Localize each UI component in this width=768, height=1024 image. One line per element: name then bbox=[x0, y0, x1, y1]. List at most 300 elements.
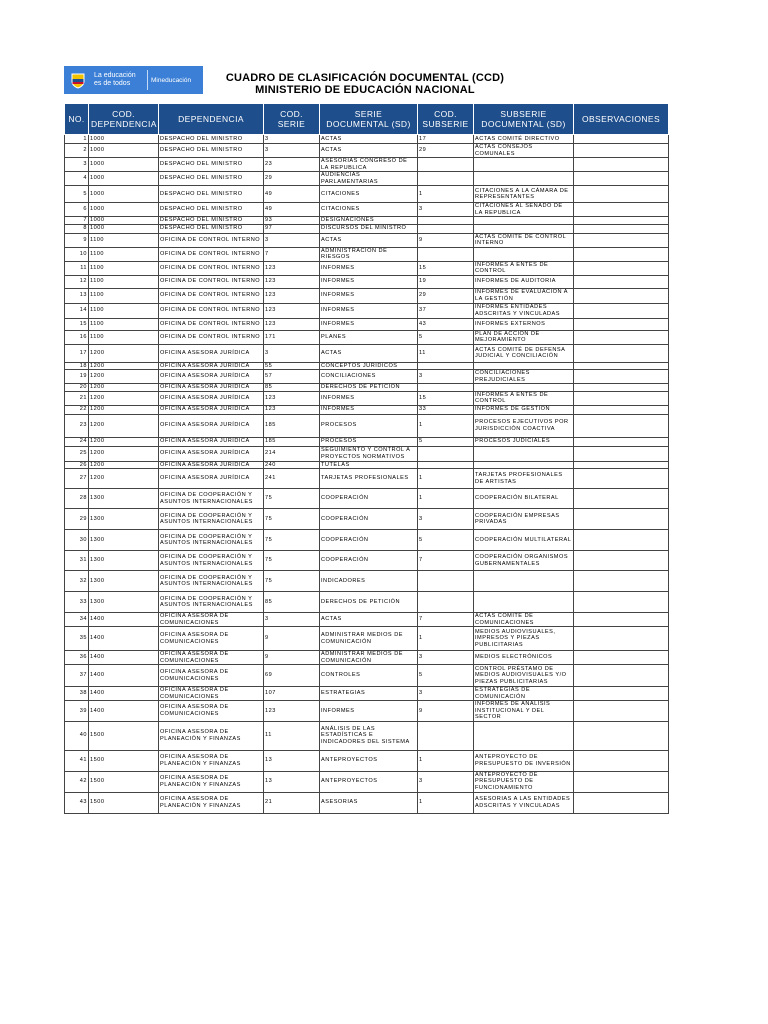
logo-divider bbox=[147, 70, 148, 90]
cell-serie: ACTAS bbox=[320, 613, 418, 627]
cell-dependencia: DESPACHO DEL MINISTRO bbox=[159, 224, 264, 233]
cell-no: 20 bbox=[65, 384, 89, 392]
cell-subserie bbox=[474, 247, 574, 261]
cell-dependencia: OFICINA ASESORA DE PLANEACIÓN Y FINANZAS bbox=[159, 771, 264, 792]
cell-cod-serie: 9 bbox=[264, 651, 320, 665]
cell-serie: SEGUIMIENTO Y CONTROL A PROYECTOS NORMATIVOS bbox=[320, 446, 418, 461]
cell-cod-subserie: 5 bbox=[418, 530, 474, 551]
table-header-row bbox=[65, 104, 669, 135]
cell-no: 28 bbox=[65, 489, 89, 509]
cell-cod-dependencia: 1000 bbox=[89, 172, 159, 186]
table-row bbox=[65, 144, 669, 158]
cell-subserie: CITACIONES A LA CÁMARA DE REPRESENTANTES bbox=[474, 186, 574, 203]
table-row bbox=[65, 592, 669, 613]
cell-serie: ACTAS bbox=[320, 135, 418, 144]
header-observaciones: OBSERVACIONES bbox=[574, 104, 669, 135]
table-row bbox=[65, 414, 669, 437]
cell-dependencia: OFICINA DE COOPERACIÓN Y ASUNTOS INTERNACIONALES bbox=[159, 530, 264, 551]
cell-cod-serie: 97 bbox=[264, 224, 320, 233]
cell-subserie: CITACIONES AL SENADO DE LA REPUBLICA bbox=[474, 203, 574, 217]
cell-serie: CITACIONES bbox=[320, 186, 418, 203]
cell-dependencia: OFICINA DE CONTROL INTERNO bbox=[159, 318, 264, 330]
cell-dependencia: OFICINA DE COOPERACIÓN Y ASUNTOS INTERNACIONALES bbox=[159, 551, 264, 571]
table-row bbox=[65, 687, 669, 701]
cell-no: 21 bbox=[65, 391, 89, 405]
cell-cod-serie: 3 bbox=[264, 344, 320, 362]
cell-cod-serie: 123 bbox=[264, 391, 320, 405]
cell-cod-subserie: 3 bbox=[418, 370, 474, 384]
cell-serie: DESIGNACIONES bbox=[320, 217, 418, 225]
cell-observaciones bbox=[574, 172, 669, 186]
cell-cod-serie: 13 bbox=[264, 771, 320, 792]
cell-serie: DERECHOS DE PETICIÓN bbox=[320, 384, 418, 392]
cell-observaciones bbox=[574, 530, 669, 551]
cell-cod-subserie bbox=[418, 446, 474, 461]
cell-no: 41 bbox=[65, 750, 89, 771]
cell-cod-subserie bbox=[418, 592, 474, 613]
header-no: NO. bbox=[65, 104, 89, 135]
cell-no: 31 bbox=[65, 551, 89, 571]
cell-cod-subserie: 19 bbox=[418, 275, 474, 288]
cell-serie: PROCESOS bbox=[320, 414, 418, 437]
cell-cod-dependencia: 1200 bbox=[89, 391, 159, 405]
cell-cod-serie: 3 bbox=[264, 135, 320, 144]
cell-serie: COOPERACIÓN bbox=[320, 551, 418, 571]
table-row bbox=[65, 551, 669, 571]
cell-cod-subserie: 1 bbox=[418, 750, 474, 771]
cell-dependencia: OFICINA ASESORA JURÍDICA bbox=[159, 370, 264, 384]
cell-subserie: COOPERACIÓN ORGANISMOS GUBERNAMENTALES bbox=[474, 551, 574, 571]
cell-cod-dependencia: 1200 bbox=[89, 405, 159, 414]
header-subserie-documental: SUBSERIE DOCUMENTAL (SD) bbox=[474, 104, 574, 135]
cell-cod-subserie: 3 bbox=[418, 203, 474, 217]
header-cod-serie: COD. SERIE bbox=[264, 104, 320, 135]
cell-dependencia: OFICINA DE CONTROL INTERNO bbox=[159, 288, 264, 303]
cell-observaciones bbox=[574, 651, 669, 665]
cell-dependencia: OFICINA ASESORA DE COMUNICACIONES bbox=[159, 627, 264, 651]
cell-cod-serie: 75 bbox=[264, 530, 320, 551]
cell-serie: ESTRATEGIAS bbox=[320, 687, 418, 701]
cell-dependencia: OFICINA ASESORA DE PLANEACIÓN Y FINANZAS bbox=[159, 721, 264, 750]
table-row bbox=[65, 461, 669, 469]
cell-no: 24 bbox=[65, 437, 89, 446]
cell-no: 2 bbox=[65, 144, 89, 158]
cell-serie: ADMINISTRACIÓN DE RIESGOS bbox=[320, 247, 418, 261]
cell-subserie: INFORMES ENTIDADES ADSCRITAS Y VINCULADAS bbox=[474, 303, 574, 318]
cell-cod-dependencia: 1400 bbox=[89, 613, 159, 627]
table-row bbox=[65, 186, 669, 203]
cell-subserie: ACTAS COMITÉ DIRECTIVO bbox=[474, 135, 574, 144]
cell-cod-serie: 21 bbox=[264, 792, 320, 813]
cell-serie: ACTAS bbox=[320, 144, 418, 158]
cell-cod-dependencia: 1200 bbox=[89, 437, 159, 446]
table-row bbox=[65, 135, 669, 144]
cell-observaciones bbox=[574, 135, 669, 144]
table-row bbox=[65, 172, 669, 186]
mineducacion-logo bbox=[64, 66, 203, 94]
cell-observaciones bbox=[574, 721, 669, 750]
cell-dependencia: OFICINA ASESORA DE COMUNICACIONES bbox=[159, 613, 264, 627]
cell-cod-dependencia: 1200 bbox=[89, 414, 159, 437]
cell-cod-serie: 240 bbox=[264, 461, 320, 469]
cell-serie: CONTROLES bbox=[320, 665, 418, 687]
coat-of-arms-icon bbox=[68, 69, 88, 91]
cell-observaciones bbox=[574, 665, 669, 687]
cell-subserie: ACTAS CONSEJOS COMUNALES bbox=[474, 144, 574, 158]
cell-cod-dependencia: 1000 bbox=[89, 135, 159, 144]
cell-cod-serie: 11 bbox=[264, 721, 320, 750]
cell-observaciones bbox=[574, 362, 669, 370]
cell-serie: ASESORIAS bbox=[320, 792, 418, 813]
cell-serie: CONCILIACIONES bbox=[320, 370, 418, 384]
cell-cod-subserie: 7 bbox=[418, 551, 474, 571]
cell-serie: CITACIONES bbox=[320, 203, 418, 217]
cell-dependencia: OFICINA ASESORA JURÍDICA bbox=[159, 405, 264, 414]
cell-no: 1 bbox=[65, 135, 89, 144]
cell-no: 13 bbox=[65, 288, 89, 303]
cell-cod-dependencia: 1000 bbox=[89, 158, 159, 172]
cell-cod-dependencia: 1400 bbox=[89, 687, 159, 701]
cell-subserie bbox=[474, 571, 574, 592]
cell-dependencia: OFICINA DE COOPERACIÓN Y ASUNTOS INTERNACIONALES bbox=[159, 592, 264, 613]
cell-observaciones bbox=[574, 233, 669, 247]
cell-cod-subserie bbox=[418, 721, 474, 750]
table-row bbox=[65, 318, 669, 330]
table-row bbox=[65, 613, 669, 627]
cell-dependencia: OFICINA ASESORA JURÍDICA bbox=[159, 437, 264, 446]
cell-subserie: ANTEPROYECTO DE PRESUPUESTO DE FUNCIONAMIENTO bbox=[474, 771, 574, 792]
cell-no: 22 bbox=[65, 405, 89, 414]
cell-cod-subserie: 1 bbox=[418, 414, 474, 437]
cell-subserie: ACTAS COMITÉ DE DEFENSA JUDICIAL Y CONCILIACIÓN bbox=[474, 344, 574, 362]
cell-observaciones bbox=[574, 370, 669, 384]
cell-observaciones bbox=[574, 509, 669, 530]
cell-cod-dependencia: 1100 bbox=[89, 330, 159, 344]
cell-dependencia: OFICINA ASESORA JURÍDICA bbox=[159, 446, 264, 461]
cell-observaciones bbox=[574, 750, 669, 771]
cell-cod-subserie: 29 bbox=[418, 288, 474, 303]
cell-cod-dependencia: 1500 bbox=[89, 792, 159, 813]
table-row bbox=[65, 362, 669, 370]
cell-no: 12 bbox=[65, 275, 89, 288]
cell-cod-dependencia: 1400 bbox=[89, 627, 159, 651]
cell-dependencia: OFICINA DE COOPERACIÓN Y ASUNTOS INTERNACIONALES bbox=[159, 509, 264, 530]
table-row bbox=[65, 203, 669, 217]
cell-no: 5 bbox=[65, 186, 89, 203]
cell-dependencia: OFICINA ASESORA JURÍDICA bbox=[159, 414, 264, 437]
cell-observaciones bbox=[574, 571, 669, 592]
cell-subserie bbox=[474, 384, 574, 392]
cell-cod-subserie bbox=[418, 384, 474, 392]
cell-serie: TARJETAS PROFESIONALES bbox=[320, 469, 418, 489]
cell-observaciones bbox=[574, 261, 669, 275]
cell-subserie bbox=[474, 224, 574, 233]
header-serie-documental: SERIE DOCUMENTAL (SD) bbox=[320, 104, 418, 135]
cell-cod-subserie: 9 bbox=[418, 233, 474, 247]
cell-cod-dependencia: 1200 bbox=[89, 344, 159, 362]
cell-cod-dependencia: 1100 bbox=[89, 318, 159, 330]
cell-cod-dependencia: 1300 bbox=[89, 509, 159, 530]
cell-dependencia: OFICINA ASESORA DE COMUNICACIONES bbox=[159, 651, 264, 665]
cell-observaciones bbox=[574, 391, 669, 405]
cell-cod-serie: 123 bbox=[264, 318, 320, 330]
cell-serie: COOPERACIÓN bbox=[320, 509, 418, 530]
cell-subserie bbox=[474, 592, 574, 613]
cell-dependencia: DESPACHO DEL MINISTRO bbox=[159, 217, 264, 225]
cell-serie: ANTEPROYECTOS bbox=[320, 771, 418, 792]
table-row bbox=[65, 288, 669, 303]
cell-no: 7 bbox=[65, 217, 89, 225]
cell-cod-serie: 75 bbox=[264, 509, 320, 530]
cell-dependencia: OFICINA DE CONTROL INTERNO bbox=[159, 303, 264, 318]
cell-no: 27 bbox=[65, 469, 89, 489]
cell-serie: ADMINISTRAR MEDIOS DE COMUNICACIÓN bbox=[320, 627, 418, 651]
cell-dependencia: OFICINA DE CONTROL INTERNO bbox=[159, 247, 264, 261]
cell-subserie: CONCILIACIONES PREJUDICIALES bbox=[474, 370, 574, 384]
cell-cod-serie: 69 bbox=[264, 665, 320, 687]
cell-cod-subserie: 1 bbox=[418, 627, 474, 651]
cell-cod-subserie: 1 bbox=[418, 489, 474, 509]
cell-observaciones bbox=[574, 687, 669, 701]
cell-observaciones bbox=[574, 613, 669, 627]
cell-observaciones bbox=[574, 592, 669, 613]
cell-subserie: PLAN DE ACCIÓN DE MEJORAMIENTO bbox=[474, 330, 574, 344]
cell-cod-subserie: 3 bbox=[418, 687, 474, 701]
cell-subserie: PROCESOS JUDICIALES bbox=[474, 437, 574, 446]
cell-cod-serie: 123 bbox=[264, 303, 320, 318]
cell-cod-dependencia: 1200 bbox=[89, 461, 159, 469]
cell-cod-dependencia: 1000 bbox=[89, 186, 159, 203]
cell-cod-serie: 3 bbox=[264, 613, 320, 627]
table-row bbox=[65, 665, 669, 687]
cell-cod-subserie: 3 bbox=[418, 509, 474, 530]
cell-observaciones bbox=[574, 405, 669, 414]
cell-cod-serie: 29 bbox=[264, 172, 320, 186]
cell-cod-subserie: 29 bbox=[418, 144, 474, 158]
cell-dependencia: DESPACHO DEL MINISTRO bbox=[159, 172, 264, 186]
cell-subserie: TARJETAS PROFESIONALES DE ARTISTAS bbox=[474, 469, 574, 489]
cell-observaciones bbox=[574, 224, 669, 233]
cell-cod-subserie: 43 bbox=[418, 318, 474, 330]
cell-no: 23 bbox=[65, 414, 89, 437]
cell-cod-serie: 3 bbox=[264, 144, 320, 158]
cell-cod-serie: 9 bbox=[264, 627, 320, 651]
cell-cod-subserie: 1 bbox=[418, 792, 474, 813]
cell-observaciones bbox=[574, 461, 669, 469]
cell-cod-dependencia: 1500 bbox=[89, 721, 159, 750]
cell-serie: TUTELAS bbox=[320, 461, 418, 469]
table-row bbox=[65, 437, 669, 446]
cell-cod-serie: 3 bbox=[264, 233, 320, 247]
cell-subserie bbox=[474, 172, 574, 186]
cell-cod-dependencia: 1200 bbox=[89, 370, 159, 384]
cell-cod-subserie: 9 bbox=[418, 701, 474, 722]
cell-cod-dependencia: 1300 bbox=[89, 571, 159, 592]
cell-cod-serie: 123 bbox=[264, 701, 320, 722]
cell-observaciones bbox=[574, 144, 669, 158]
cell-cod-serie: 185 bbox=[264, 437, 320, 446]
table-row bbox=[65, 651, 669, 665]
cell-no: 34 bbox=[65, 613, 89, 627]
cell-cod-dependencia: 1300 bbox=[89, 530, 159, 551]
cell-subserie bbox=[474, 158, 574, 172]
table-row bbox=[65, 446, 669, 461]
cell-dependencia: OFICINA ASESORA JURÍDICA bbox=[159, 344, 264, 362]
cell-no: 40 bbox=[65, 721, 89, 750]
cell-no: 26 bbox=[65, 461, 89, 469]
cell-observaciones bbox=[574, 489, 669, 509]
cell-observaciones bbox=[574, 203, 669, 217]
cell-serie: INFORMES bbox=[320, 391, 418, 405]
cell-dependencia: OFICINA DE CONTROL INTERNO bbox=[159, 233, 264, 247]
cell-cod-subserie: 37 bbox=[418, 303, 474, 318]
cell-no: 43 bbox=[65, 792, 89, 813]
cell-observaciones bbox=[574, 330, 669, 344]
cell-observaciones bbox=[574, 186, 669, 203]
cell-cod-dependencia: 1000 bbox=[89, 224, 159, 233]
cell-cod-dependencia: 1000 bbox=[89, 217, 159, 225]
cell-serie: PLANES bbox=[320, 330, 418, 344]
cell-observaciones bbox=[574, 469, 669, 489]
cell-subserie: ESTRATEGIAS DE COMUNICACIÓN bbox=[474, 687, 574, 701]
cell-no: 29 bbox=[65, 509, 89, 530]
cell-subserie: MEDIOS AUDIOVISUALES, IMPRESOS Y PIEZAS PUBLICITARIAS bbox=[474, 627, 574, 651]
cell-no: 38 bbox=[65, 687, 89, 701]
cell-observaciones bbox=[574, 318, 669, 330]
header-dependencia: DEPENDENCIA bbox=[159, 104, 264, 135]
table-row bbox=[65, 469, 669, 489]
cell-subserie: INFORMES DE EVALUACIÓN A LA GESTIÓN bbox=[474, 288, 574, 303]
cell-cod-dependencia: 1300 bbox=[89, 551, 159, 571]
cell-subserie: COOPERACIÓN MULTILATERAL bbox=[474, 530, 574, 551]
cell-cod-dependencia: 1400 bbox=[89, 665, 159, 687]
cell-cod-subserie bbox=[418, 461, 474, 469]
logo-ministry-name: Mineducación bbox=[151, 76, 192, 84]
cell-cod-dependencia: 1100 bbox=[89, 233, 159, 247]
cell-no: 9 bbox=[65, 233, 89, 247]
table-row bbox=[65, 627, 669, 651]
cell-cod-dependencia: 1100 bbox=[89, 288, 159, 303]
cell-cod-subserie: 3 bbox=[418, 651, 474, 665]
cell-dependencia: OFICINA DE CONTROL INTERNO bbox=[159, 261, 264, 275]
cell-observaciones bbox=[574, 792, 669, 813]
cell-cod-dependencia: 1100 bbox=[89, 247, 159, 261]
table-row bbox=[65, 247, 669, 261]
cell-serie: COOPERACIÓN bbox=[320, 530, 418, 551]
cell-cod-subserie bbox=[418, 158, 474, 172]
classification-table bbox=[64, 103, 669, 814]
table-row bbox=[65, 330, 669, 344]
cell-dependencia: OFICINA ASESORA JURÍDICA bbox=[159, 362, 264, 370]
table-row bbox=[65, 344, 669, 362]
cell-cod-subserie bbox=[418, 571, 474, 592]
table-row bbox=[65, 391, 669, 405]
cell-no: 3 bbox=[65, 158, 89, 172]
cell-no: 15 bbox=[65, 318, 89, 330]
cell-serie: AUDIENCIAS PARLAMENTARIAS bbox=[320, 172, 418, 186]
table-row bbox=[65, 530, 669, 551]
cell-cod-dependencia: 1100 bbox=[89, 261, 159, 275]
cell-dependencia: OFICINA DE COOPERACIÓN Y ASUNTOS INTERNACIONALES bbox=[159, 571, 264, 592]
cell-subserie: ACTAS COMITÉ DE COMUNICACIONES bbox=[474, 613, 574, 627]
cell-subserie: MEDIOS ELECTRÓNICOS bbox=[474, 651, 574, 665]
cell-cod-subserie: 7 bbox=[418, 613, 474, 627]
table-row bbox=[65, 701, 669, 722]
cell-observaciones bbox=[574, 446, 669, 461]
cell-no: 16 bbox=[65, 330, 89, 344]
cell-observaciones bbox=[574, 771, 669, 792]
cell-cod-dependencia: 1400 bbox=[89, 701, 159, 722]
cell-serie: ANTEPROYECTOS bbox=[320, 750, 418, 771]
cell-subserie: ACTAS COMITÉ DE CONTROL INTERNO bbox=[474, 233, 574, 247]
cell-no: 19 bbox=[65, 370, 89, 384]
cell-serie: DISCURSOS DEL MINISTRO bbox=[320, 224, 418, 233]
cell-dependencia: OFICINA ASESORA JURÍDICA bbox=[159, 384, 264, 392]
cell-observaciones bbox=[574, 701, 669, 722]
cell-cod-dependencia: 1500 bbox=[89, 771, 159, 792]
cell-no: 6 bbox=[65, 203, 89, 217]
header-cod-subserie: COD. SUBSERIE bbox=[418, 104, 474, 135]
cell-no: 33 bbox=[65, 592, 89, 613]
cell-serie: INFORMES bbox=[320, 261, 418, 275]
cell-dependencia: OFICINA ASESORA DE COMUNICACIONES bbox=[159, 665, 264, 687]
cell-cod-serie: 123 bbox=[264, 288, 320, 303]
cell-no: 25 bbox=[65, 446, 89, 461]
table-row bbox=[65, 224, 669, 233]
cell-subserie bbox=[474, 446, 574, 461]
cell-subserie bbox=[474, 721, 574, 750]
cell-cod-subserie bbox=[418, 172, 474, 186]
cell-observaciones bbox=[574, 437, 669, 446]
cell-serie: ANÁLISIS DE LAS ESTADÍSTICAS E INDICADORES DEL SISTEMA bbox=[320, 721, 418, 750]
table-row bbox=[65, 303, 669, 318]
table-row bbox=[65, 217, 669, 225]
cell-serie: DERECHOS DE PETICIÓN bbox=[320, 592, 418, 613]
cell-no: 32 bbox=[65, 571, 89, 592]
cell-cod-dependencia: 1300 bbox=[89, 489, 159, 509]
cell-cod-dependencia: 1300 bbox=[89, 592, 159, 613]
cell-cod-serie: 85 bbox=[264, 384, 320, 392]
cell-cod-dependencia: 1200 bbox=[89, 384, 159, 392]
cell-cod-dependencia: 1200 bbox=[89, 469, 159, 489]
cell-no: 36 bbox=[65, 651, 89, 665]
cell-serie: ASESORIAS CONGRESO DE LA REPUBLICA bbox=[320, 158, 418, 172]
cell-observaciones bbox=[574, 627, 669, 651]
table-row bbox=[65, 405, 669, 414]
cell-cod-serie: 185 bbox=[264, 414, 320, 437]
cell-subserie: CONTROL PRÉSTAMO DE MEDIOS AUDIOVISUALES Y/O PIEZAS PUBLICITARIAS bbox=[474, 665, 574, 687]
cell-subserie: PROCESOS EJECUTIVOS POR JURISDICCIÓN COACTIVA bbox=[474, 414, 574, 437]
cell-cod-subserie: 15 bbox=[418, 261, 474, 275]
cell-dependencia: OFICINA ASESORA JURÍDICA bbox=[159, 391, 264, 405]
cell-observaciones bbox=[574, 247, 669, 261]
cell-cod-subserie: 5 bbox=[418, 330, 474, 344]
cell-subserie: COOPERACIÓN BILATERAL bbox=[474, 489, 574, 509]
table-row bbox=[65, 792, 669, 813]
cell-serie: COOPERACIÓN bbox=[320, 489, 418, 509]
cell-observaciones bbox=[574, 551, 669, 571]
cell-cod-serie: 241 bbox=[264, 469, 320, 489]
cell-observaciones bbox=[574, 303, 669, 318]
cell-observaciones bbox=[574, 288, 669, 303]
cell-serie: INFORMES bbox=[320, 288, 418, 303]
cell-no: 39 bbox=[65, 701, 89, 722]
cell-no: 18 bbox=[65, 362, 89, 370]
cell-cod-subserie: 33 bbox=[418, 405, 474, 414]
cell-dependencia: DESPACHO DEL MINISTRO bbox=[159, 158, 264, 172]
cell-cod-serie: 123 bbox=[264, 275, 320, 288]
cell-cod-subserie: 5 bbox=[418, 665, 474, 687]
